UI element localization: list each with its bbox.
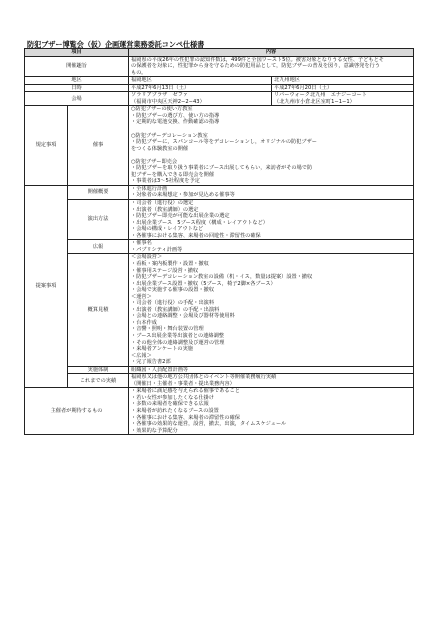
content-line: ○防犯ブザーの使い方教室 xyxy=(131,106,193,113)
header-item: 項目 xyxy=(25,49,129,57)
venue-address: （福岡市中央区天神2−2−43） xyxy=(131,98,205,105)
expect-row xyxy=(25,388,414,435)
content-line: ・完了報告書2部 xyxy=(131,359,171,366)
content-line: ・出展企業ブース 5ブース程度（構成・レイアウトなど） xyxy=(131,219,268,226)
proposal-sub-label: これまでの実績 xyxy=(68,374,129,388)
purpose-line: の保護者を対象に，性犯罪から身を守るための防犯用品として，防犯ブザーの普及を図り，意識啓発を行う xyxy=(131,63,380,70)
content-line: ・防犯ブザー即売が可能な出展企業の選定 xyxy=(131,213,230,220)
content-line: ・防犯ブザーデコレーション教室の設備（机・イス，数量は提案）設置・撤収 xyxy=(131,274,313,281)
content-line: ・催事用ステージ設営・撤収 xyxy=(131,267,199,274)
proposal-row xyxy=(25,240,414,254)
purpose-label: 開催趣旨 xyxy=(25,56,129,77)
expect-label: 主催者が期待するもの xyxy=(25,388,129,435)
content-line: ○防犯ブザー即売会 xyxy=(131,158,178,165)
regulated-row xyxy=(25,106,414,186)
content-line: ・定期的な電池交換、作動確認の指導 xyxy=(131,119,220,126)
expect-content xyxy=(129,388,414,435)
content-line: （開催日・主催者・事業者・提出業務内容） xyxy=(131,380,235,387)
regulated-label: 規定事項 xyxy=(25,106,68,186)
content-line: ・各催事における集客、来場者の滞留性の確保 xyxy=(131,414,240,421)
purpose-content xyxy=(129,56,414,77)
content-line: ・多数の来場者を確保できる広報 xyxy=(131,401,209,408)
content-line: ・若い女性が参加したくなる仕掛け xyxy=(131,394,215,401)
venue-label: 会場 xyxy=(25,92,129,106)
area-row xyxy=(25,77,414,85)
proposal-content xyxy=(129,374,414,388)
purpose-line: もの。 xyxy=(131,69,147,76)
date-fukuoka: 平成27年6月13日（土） xyxy=(129,84,272,92)
content-line: ・看板・案内板製作・設置・撤収 xyxy=(131,260,209,267)
proposal-content xyxy=(129,185,414,199)
proposal-content xyxy=(129,254,414,366)
content-line: ＜運営＞ xyxy=(131,293,152,300)
venue-name: リバーウォーク北九州 エナジーコート xyxy=(274,92,367,99)
header-content: 内容 xyxy=(129,49,414,57)
proposal-content xyxy=(129,200,414,240)
content-line: ・各催事の効果的な運営，設営，撤去，出演，タイムスケジュール xyxy=(131,421,287,428)
content-line: ＜広報＞ xyxy=(131,352,152,359)
content-line: ・出演者（教室講師）の手配・出演料 xyxy=(131,306,220,313)
proposal-sub-label: 概算見積 xyxy=(68,254,129,366)
content-line: ・出演者（教室講師）の選定 xyxy=(131,206,199,213)
date-row xyxy=(25,84,414,92)
regulated-sub-label: 催事 xyxy=(68,106,129,186)
venue-row xyxy=(25,92,414,106)
content-line: ・全体進行計画 xyxy=(131,185,168,192)
venue-kitakyushu xyxy=(272,92,414,106)
area-fukuoka: 福岡地区 xyxy=(129,77,272,85)
proposal-sub-label: 開催概要 xyxy=(68,185,129,199)
content-line: ・防犯ブザーを取り扱う事業者にブース出展してもらい，来訪者がその場で防 xyxy=(131,165,313,172)
date-label: 日時 xyxy=(25,84,129,92)
content-line: ○防犯ブザーデコレーション教室 xyxy=(131,132,208,139)
proposal-sub-label: 演出方法 xyxy=(68,200,129,240)
content-line: ・効果的な予算配分 xyxy=(131,427,178,434)
content-line: 福岡県又は他の地方公共団体とのイベント等開催業務履行実績 xyxy=(131,374,277,381)
content-line: 組織図・人員配置計画等 xyxy=(131,366,189,373)
spec-table xyxy=(24,48,414,435)
content-line: ・来場者が訪れたくなるブースの設置 xyxy=(131,407,219,414)
content-line: ・防犯ブザーに，スパンコール等をデコレーションし，オリジナルの防犯ブザー xyxy=(131,139,317,146)
area-label: 地区 xyxy=(25,77,129,85)
content-line: ・出展企業ブース設置・撤収（5ブース，椅子2脚×各ブース） xyxy=(131,280,276,287)
venue-name: ソラリアプラザ ゼファ xyxy=(131,92,188,99)
proposal-sub-label: 広報 xyxy=(68,240,129,254)
table-header-row xyxy=(25,49,414,57)
content-line: ・来場者に満足感を与えられる催事であること xyxy=(131,388,240,395)
content-line: ・司会者（進行役）の選定 xyxy=(131,200,194,207)
proposal-row xyxy=(25,374,414,388)
content-line: ・その他全体の連絡調整及び運営の管理 xyxy=(131,339,225,346)
content-line: ＜会場設営＞ xyxy=(131,254,163,261)
proposal-content xyxy=(129,240,414,254)
content-line: 犯ブザーを購入できる即売会を開催 xyxy=(131,171,215,178)
content-line: ・来場者アンケートの実施 xyxy=(131,346,193,353)
content-line: をつくる体験教室の開催 xyxy=(131,145,189,152)
purpose-line: 福岡県の平成26年の性犯罪の認知件数は，499件と全国ワースト5位。被害対象となりうる女性、子どもとそ xyxy=(131,56,384,63)
content-line: ・パブリシティ計画等 xyxy=(131,246,183,253)
content-line: ・各催事における集客、来場者の回遊性・滞留性の確保 xyxy=(131,232,261,239)
proposal-row xyxy=(25,254,414,366)
proposal-label: 提案事項 xyxy=(25,185,68,387)
proposal-row xyxy=(25,200,414,240)
content-line: ・催事名 xyxy=(131,240,152,247)
content-line: ・司会者（進行役）の手配・出演料 xyxy=(131,300,215,307)
content-line: ・対象者の来場想定・参加が見込める催事等 xyxy=(131,192,235,199)
venue-fukuoka xyxy=(129,92,272,106)
content-line: ・ブース出展企業等出演者との連絡調整 xyxy=(131,332,224,339)
date-kitakyushu: 平成27年6月20日（土） xyxy=(272,84,414,92)
proposal-content xyxy=(129,366,414,374)
content-line: ・事業者は3〜5社程度を予定 xyxy=(131,178,200,185)
content-line: ・音響・照明・舞台装置の管理 xyxy=(131,326,204,333)
content-line: ・会場との連絡調整・会場及び器材等使用料 xyxy=(131,313,235,320)
content-line: ・会場の構成・レイアウトなど xyxy=(131,226,204,233)
content-line: ・台本作成 xyxy=(131,319,157,326)
proposal-row xyxy=(25,185,414,199)
content-line: ・会場で実施する催事の設置・撤収 xyxy=(131,287,215,294)
proposal-row xyxy=(25,366,414,374)
document-title: 防犯ブザー博覧会（仮）企画運営業務委託コンペ仕様書 xyxy=(27,40,205,49)
area-kitakyushu: 北九州地区 xyxy=(272,77,414,85)
content-line: ・防犯ブザーの選び方、使い方の指導 xyxy=(131,112,220,119)
purpose-row xyxy=(25,56,414,77)
proposal-sub-label: 実施体制 xyxy=(68,366,129,374)
regulated-content xyxy=(129,106,414,186)
venue-address: （北九州市小倉北区室町1−1−1） xyxy=(274,98,355,105)
